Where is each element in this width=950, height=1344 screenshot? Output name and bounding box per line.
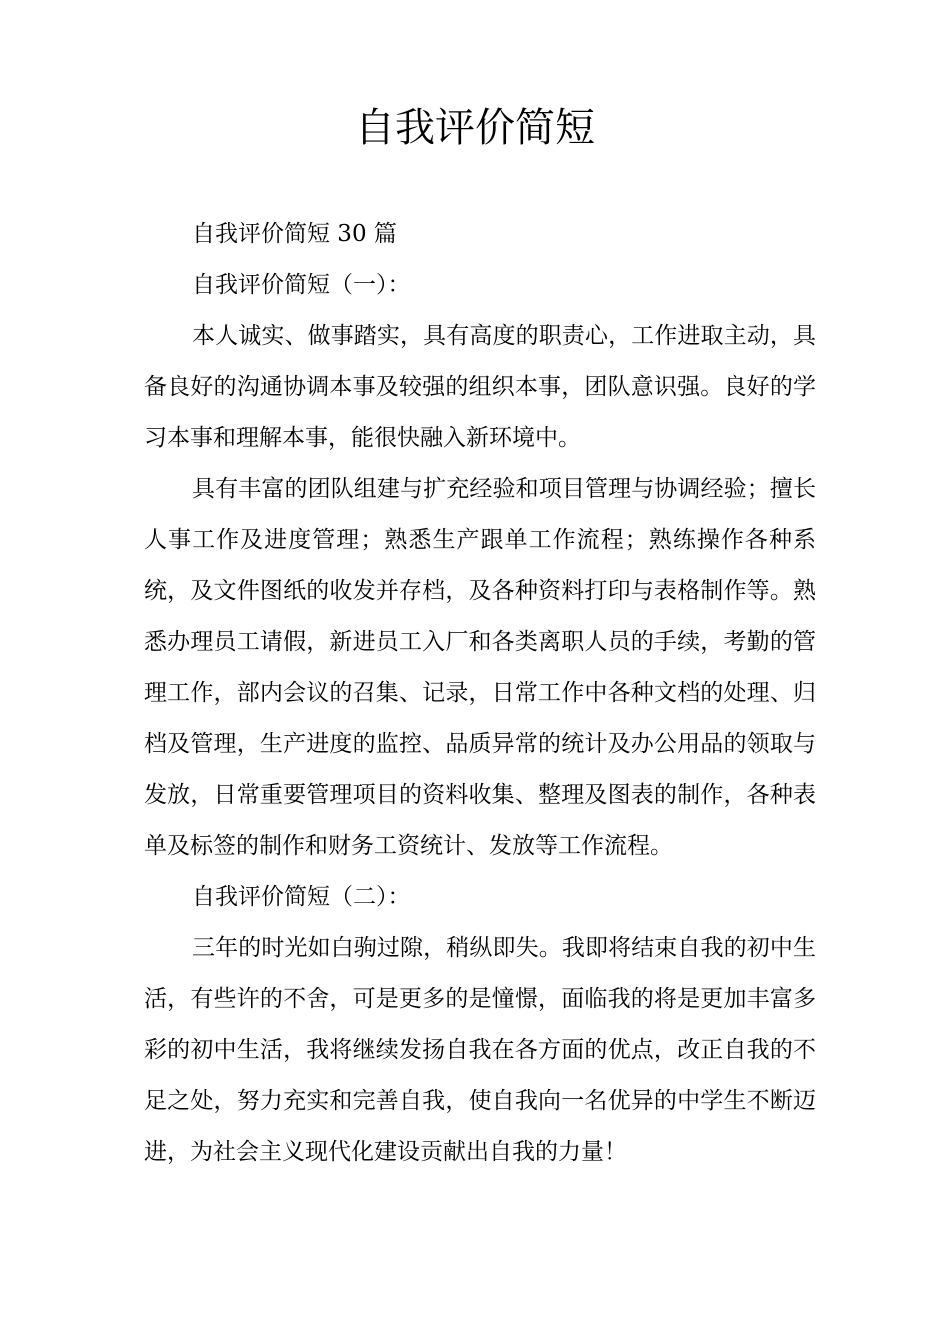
paragraph-subtitle: 自我评价简短 30 篇 [192,221,397,247]
paragraph: 三年的时光如白驹过隙，稍纵即失。我即将结束自我的初中生活，有些许的不舍，可是更多的是憧憬，面临我的将是更加丰富多彩的初中生活，我将继续发扬自我在各方面的优点，改正自我的不足之处，努力充实和完善自我，使自我向一名优异的中学生不断迈进，为社会主义现代化建设贡献出自我的力量！ [144,935,816,1165]
paragraph: 本人诚实、做事踏实，具有高度的职责心，工作进取主动，具备良好的沟通协调本事及较强的组织本事，团队意识强。良好的学习本事和理解本事，能很快融入新环境中。 [144,323,816,451]
section-heading-two: 自我评价简短（二）： [192,884,411,910]
document-body [144,209,816,1178]
document-title: 自我评价简短 [355,105,595,151]
paragraph: 具有丰富的团队组建与扩充经验和项目管理与协调经验；擅长人事工作及进度管理；熟悉生产跟单工作流程；熟练操作各种系统，及文件图纸的收发并存档，及各种资料打印与表格制作等。熟悉办理员工请假，新进员工入厂和各类离职人员的手续，考勤的管理工作，部内会议的召集、记录，日常工作中各种文档的处理、归档及管理，生产进度的监控、品质异常的统计及办公用品的领取与发放，日常重要管理项目的资料收集、整理及图表的制作，各种表单及标签的制作和财务工资统计、发放等工作流程。 [144,476,816,859]
section-heading-one: 自我评价简短（一）： [192,272,411,298]
